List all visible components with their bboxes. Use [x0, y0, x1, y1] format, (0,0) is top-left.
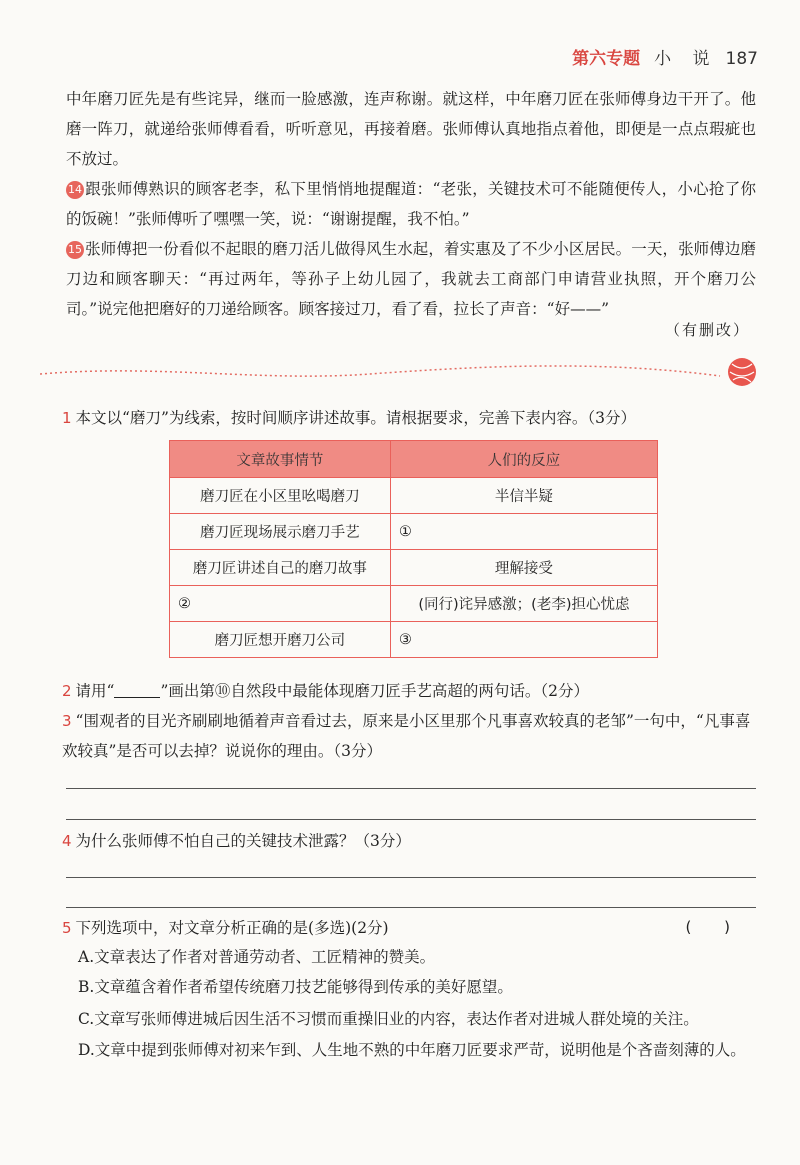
table-row	[170, 622, 658, 658]
question-1	[62, 403, 762, 433]
table-row	[170, 550, 658, 586]
question-4	[62, 826, 762, 856]
question-number: 4	[62, 832, 72, 850]
page-header	[572, 44, 758, 69]
answer-blank-cell[interactable]: ①	[390, 514, 657, 550]
option-b[interactable]: B.文章蕴含着作者希望传统磨刀技艺能够得到传承的美好愿望。	[78, 978, 513, 996]
chapter-label: 第六专题	[572, 49, 641, 69]
table-cell: 理解接受	[390, 550, 657, 586]
passage-paragraph-15: 15 张师傅把一份看似不起眼的磨刀活儿做得风生水起，着实惠及了不少小区居民。一天，张师傅边磨刀边和顾客聊天：“再过两年，等孙子上幼儿园了，我就去工商部门申请营业执照，开个磨刀公司。”说完他把磨好的刀递给顾客。顾客接过刀，看了看，拉长了声音：“好——”	[66, 240, 756, 318]
answer-parentheses[interactable]: ( )	[685, 918, 744, 936]
table-cell: 磨刀匠讲述自己的磨刀故事	[170, 550, 391, 586]
option-a[interactable]: A.文章表达了作者对普通劳动者、工匠精神的赞美。	[78, 948, 436, 966]
table-row	[170, 514, 658, 550]
question-text: 本文以“磨刀”为线索，按时间顺序讲述故事。请根据要求，完善下表内容。（3分）	[75, 409, 637, 427]
edit-note: （有删改）	[664, 321, 750, 339]
table-header: 人们的反应	[390, 441, 657, 478]
question-text: 下列选项中，对文章分析正确的是(多选)(2分)	[75, 919, 389, 937]
page-number: 187	[725, 49, 758, 69]
paragraph-number-badge: 15	[66, 241, 84, 259]
question-number: 2	[62, 682, 72, 700]
reading-passage	[66, 84, 756, 324]
table-cell: 磨刀匠在小区里吆喝磨刀	[170, 478, 391, 514]
paragraph-number-badge: 14	[66, 181, 84, 199]
question-number: 3	[62, 712, 72, 730]
table-cell: (同行)诧异感激；(老李)担心忧虑	[390, 586, 657, 622]
table-cell: 半信半疑	[390, 478, 657, 514]
question-5	[62, 913, 762, 943]
table-cell: 磨刀匠想开磨刀公司	[170, 622, 391, 658]
table-header: 文章故事情节	[170, 441, 391, 478]
option-d[interactable]: D.文章中提到张师傅对初来乍到、人生地不熟的中年磨刀匠要求严苛，说明他是个吝啬刻薄的人。	[78, 1041, 746, 1059]
story-table	[169, 440, 658, 658]
question-number: 1	[62, 409, 72, 427]
table-cell: 磨刀匠现场展示磨刀手艺	[170, 514, 391, 550]
question-number: 5	[62, 919, 72, 937]
passage-paragraph: 中年磨刀匠先是有些诧异，继而一脸感激，连声称谢。就这样，中年磨刀匠在张师傅身边干开了。他磨一阵刀，就递给张师傅看看，听听意见，再接着磨。张师傅认真地指点着他，即便是一点点瑕疵也不放过。	[66, 90, 756, 168]
answer-blank-cell[interactable]: ②	[170, 586, 391, 622]
answer-blank-cell[interactable]: ③	[390, 622, 657, 658]
question-3	[62, 706, 762, 766]
underline-marker	[114, 681, 160, 698]
question-2: 2 请用“ ”画出第⑩自然段中最能体现磨刀匠手艺高超的两句话。（2分）	[62, 682, 590, 700]
category-label: 小 说	[654, 49, 718, 69]
table-row	[170, 586, 658, 622]
answer-line[interactable]	[66, 877, 756, 878]
answer-line[interactable]	[66, 819, 756, 820]
question-text: 为什么张师傅不怕自己的关键技术泄露？（3分）	[75, 832, 411, 850]
question-text: “围观者的目光齐刷刷地循着声音看过去，原来是小区里那个凡事喜欢较真的老邹”一句中，“凡事喜欢较真”是否可以去掉？说说你的理由。（3分）	[62, 712, 751, 760]
passage-paragraph-14: 14 跟张师傅熟识的顾客老李，私下里悄悄地提醒道：“老张，关键技术可不能随便传人，小心抢了你的饭碗！”张师傅听了嘿嘿一笑，说：“谢谢提醒，我不怕。”	[66, 180, 756, 228]
option-c[interactable]: C.文章写张师傅进城后因生活不习惯而重操旧业的内容，表达作者对进城人群处境的关注。	[78, 1010, 699, 1028]
section-divider	[40, 352, 760, 392]
table-row	[170, 478, 658, 514]
answer-line[interactable]	[66, 907, 756, 908]
yarn-ball-icon	[728, 358, 756, 386]
answer-line[interactable]	[66, 788, 756, 789]
